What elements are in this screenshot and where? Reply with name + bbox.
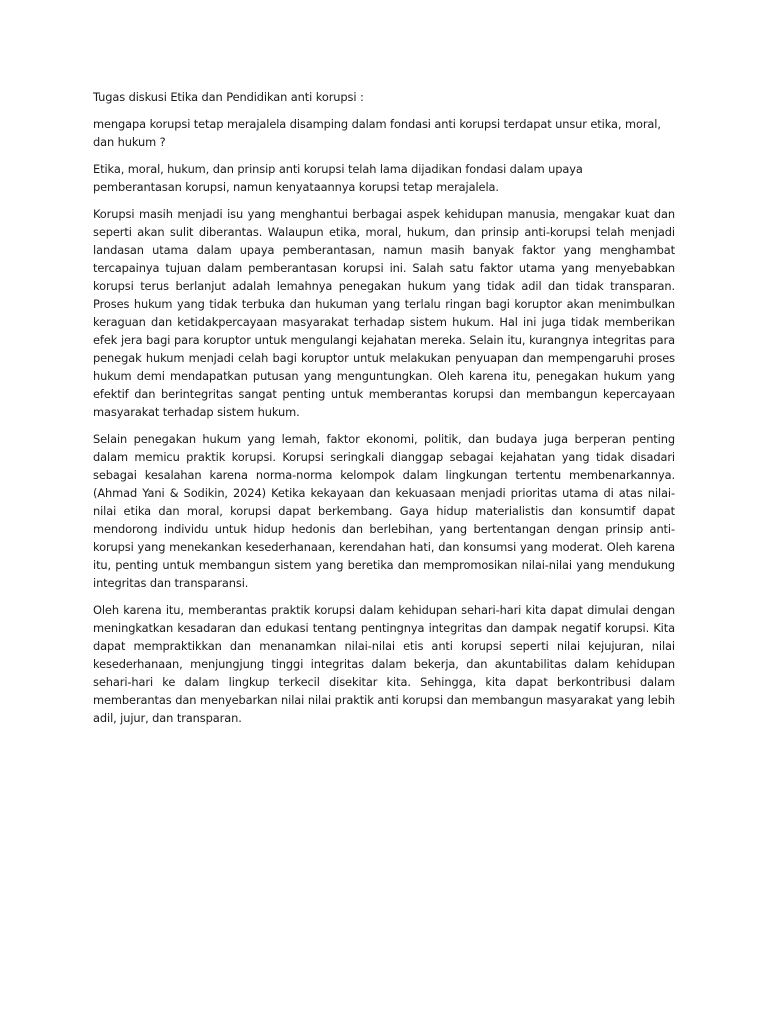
body-paragraph-3: Oleh karena itu, memberantas praktik korupsi dalam kehidupan sehari-hari kita dapat dimulai dengan meningkatkan kesadaran dan edukasi tentang pentingnya integritas dan dampak negatif korupsi. Kita dapat mempraktikkan dan menanamkan nilai-nilai etis anti korupsi seperti nilai kejujuran, nilai kesederhanaan, menjungjung tinggi integritas dalam bekerja, dan akuntabilitas dalam kehidupan sehari-hari ke dalam lingkup terkecil disekitar kita. Sehingga, kita dapat berkontribusi dalam memberantas dan menyebarkan nilai nilai praktik anti korupsi dan membangun masyarakat yang lebih adil, jujur, dan transparan. — [93, 603, 675, 725]
document-title: Tugas diskusi Etika dan Pendidikan anti korupsi : — [93, 90, 364, 104]
discussion-question: mengapa korupsi tetap merajalela disamping dalam fondasi anti korupsi terdapat unsur etika, moral, dan hukum ? — [93, 117, 661, 149]
body-paragraph-2: Selain penegakan hukum yang lemah, faktor ekonomi, politik, dan budaya juga berperan penting dalam memicu praktik korupsi. Korupsi seringkali dianggap sebagai kejahatan yang tidak disadari sebagai kesalahan karena norma-norma kelompok dalam lingkungan tertentu membenarkannya. (Ahmad Yani & Sodikin, 2024) Ketika kekayaan dan kekuasaan menjadi prioritas utama di atas nilai-nilai etika dan moral, korupsi dapat berkembang. Gaya hidup materialistis dan konsumtif dapat mendorong individu untuk hidup hedonis dan berlebihan, yang bertentangan dengan prinsip anti-korupsi yang menekankan kesederhanaan, kerendahan hati, dan konsumsi yang moderat. Oleh karena itu, penting untuk membangun sistem yang beretika dan mempromosikan nilai-nilai yang mendukung integritas dan transparansi. — [93, 432, 675, 590]
intro-paragraph: Etika, moral, hukum, dan prinsip anti korupsi telah lama dijadikan fondasi dalam upaya pemberantasan korupsi, namun kenyataannya korupsi tetap merajalela. — [93, 162, 583, 194]
body-paragraph-1: Korupsi masih menjadi isu yang menghantui berbagai aspek kehidupan manusia, mengakar kuat dan seperti akan sulit diberantas. Walaupun etika, moral, hukum, dan prinsip anti-korupsi telah menjadi landasan utama dalam upaya pemberantasan, namun masih banyak faktor yang menghambat tercapainya tujuan dalam pemberantasan korupsi ini. Salah satu faktor utama yang menyebabkan korupsi terus berlanjut adalah lemahnya penegakan hukum yang tidak adil dan tidak transparan. Proses hukum yang tidak terbuka dan hukuman yang terlalu ringan bagi koruptor akan menimbulkan keraguan dan ketidakpercayaan masyarakat terhadap sistem hukum. Hal ini juga tidak memberikan efek jera bagi para koruptor untuk mengulangi kejahatan mereka. Selain itu, kurangnya integritas para penegak hukum menjadi celah bagi koruptor untuk melakukan penyuapan dan mempengaruhi proses hukum demi mendapatkan putusan yang menguntungkan. Oleh karena itu, penegakan hukum yang efektif dan berintegritas sangat penting untuk memberantas korupsi dan membangun kepercayaan masyarakat terhadap sistem hukum. — [93, 207, 675, 419]
document-body — [93, 88, 675, 736]
